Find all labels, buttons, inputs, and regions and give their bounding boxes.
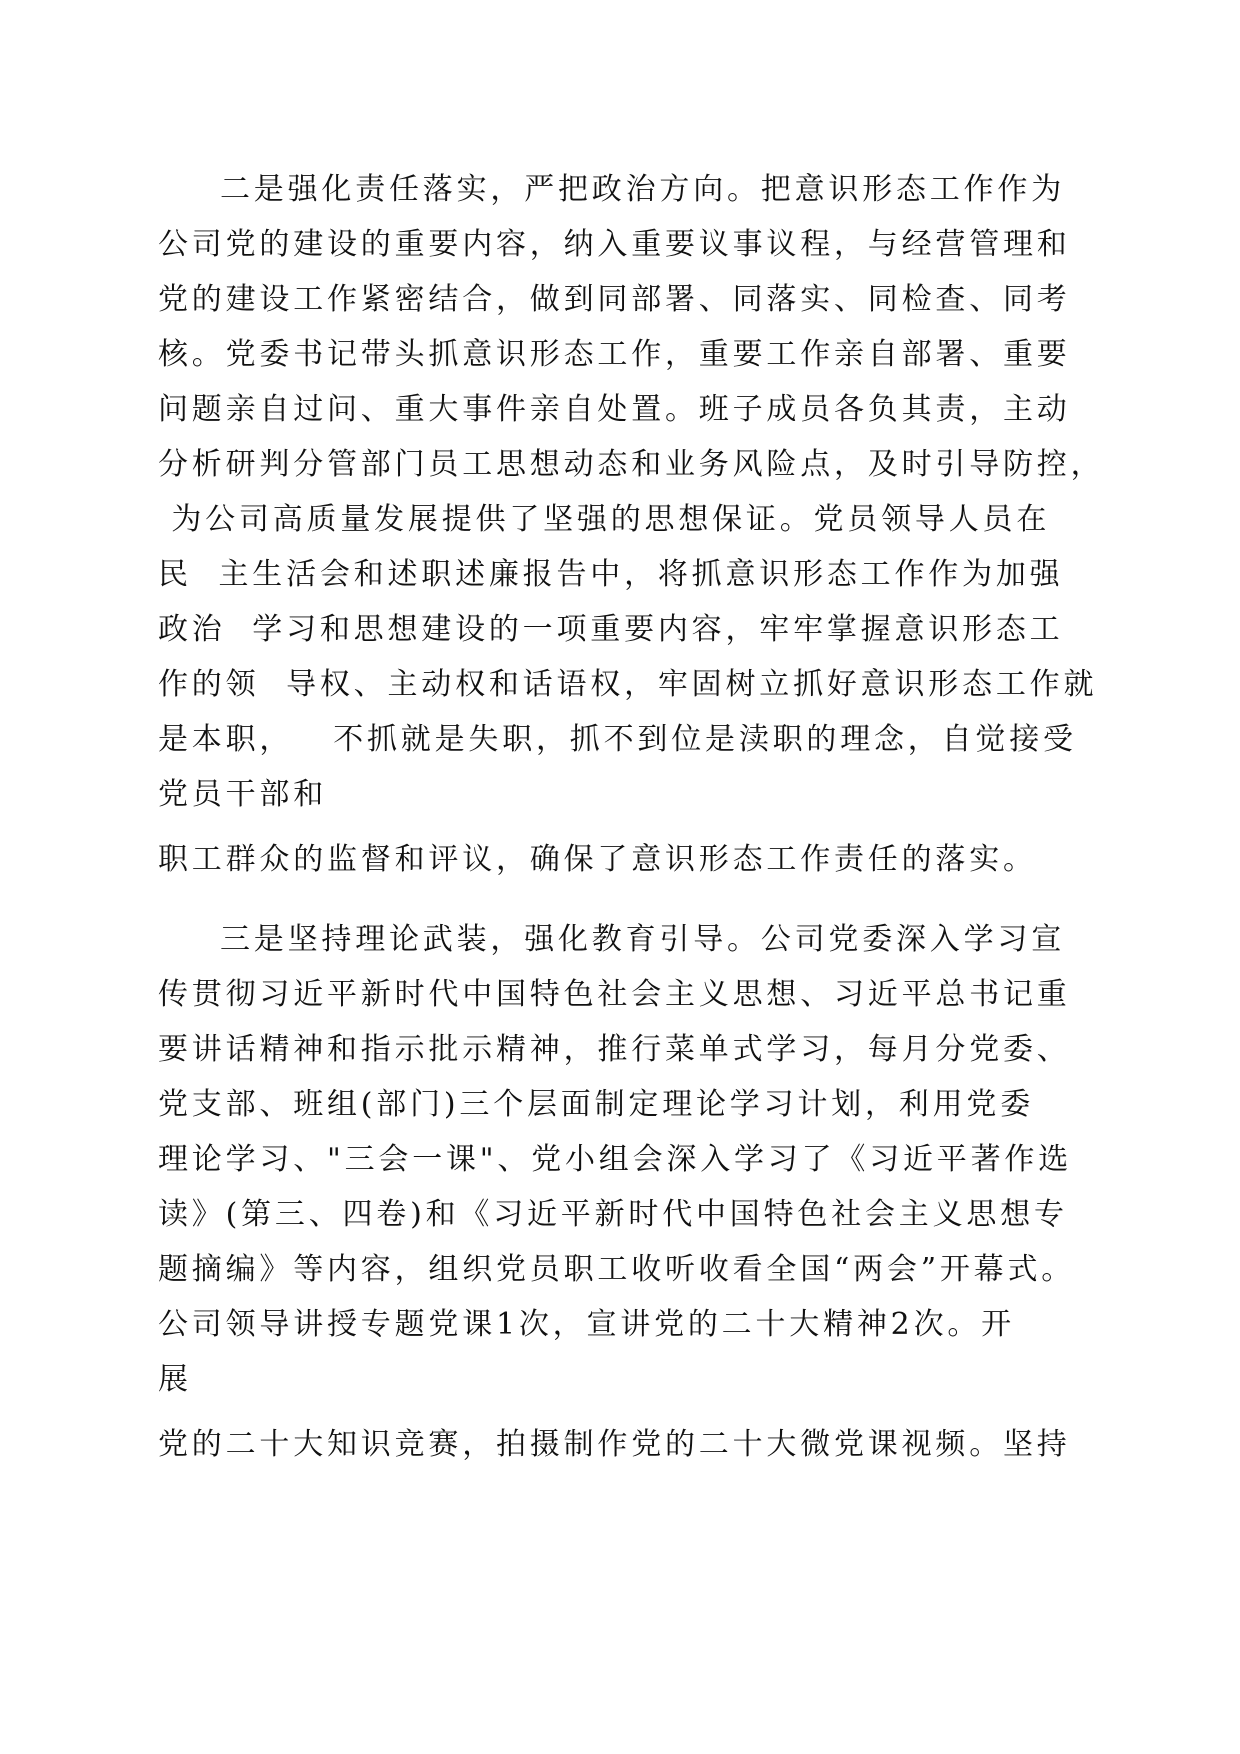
paragraph-2-line-9: 展: [158, 1362, 192, 1397]
paragraph-1-line-1: 二是强化责任落实，严把政治方向。把意识形态工作作为: [220, 172, 1065, 207]
paragraph-2-line-3: 要讲话精神和指示批示精神，推行菜单式学习，每月分党委、: [158, 1032, 1071, 1067]
paragraph-1-line-5: 问题亲自过问、重大事件亲自处置。班子成员各负其责，主动: [158, 392, 1071, 427]
paragraph-1-line-7: 为公司高质量发展提供了坚强的思想保证。党员领导人员在: [158, 502, 1051, 537]
paragraph-1-line-8: 民 主生活会和述职述廉报告中，将抓意识形态工作作为加强: [158, 557, 1064, 592]
paragraph-2-line-4: 党支部、班组(部门)三个层面制定理论学习计划，利用党委: [158, 1087, 1035, 1122]
paragraph-1-line-9: 政治 学习和思想建设的一项重要内容，牢牢掌握意识形态工: [158, 612, 1064, 647]
paragraph-1-line-13: 职工群众的监督和评议，确保了意识形态工作责任的落实。: [158, 842, 1037, 877]
paragraph-2-line-6: 读》(第三、四卷)和《习近平新时代中国特色社会主义思想专: [158, 1197, 1068, 1232]
paragraph-1-line-2: 公司党的建设的重要内容，纳入重要议事议程，与经营管理和: [158, 227, 1071, 262]
paragraph-1-line-4: 核。党委书记带头抓意识形态工作，重要工作亲自部署、重要: [158, 337, 1071, 372]
paragraph-1-line-6: 分析研判分管部门员工思想动态和业务风险点，及时引导防控，: [158, 447, 1105, 482]
paragraph-1-line-12: 党员干部和: [158, 777, 327, 812]
paragraph-2-line-7: 题摘编》等内容，组织党员职工收听收看全国“两会”开幕式。: [158, 1252, 1076, 1287]
paragraph-2-line-10: 党的二十大知识竞赛，拍摄制作党的二十大微党课视频。坚持: [158, 1427, 1071, 1462]
paragraph-1-line-11: 是本职， 不抓就是失职，抓不到位是渎职的理念，自觉接受: [158, 722, 1077, 757]
paragraph-2-line-2: 传贯彻习近平新时代中国特色社会主义思想、习近平总书记重: [158, 977, 1071, 1012]
paragraph-2-line-1: 三是坚持理论武装，强化教育引导。公司党委深入学习宣: [220, 922, 1065, 957]
paragraph-2-line-8: 公司领导讲授专题党课1次，宣讲党的二十大精神2次。开: [158, 1307, 1015, 1342]
paragraph-2-line-5: 理论学习、"三会一课"、党小组会深入学习了《习近平著作选: [158, 1142, 1072, 1177]
paragraph-1-line-3: 党的建设工作紧密结合，做到同部署、同落实、同检查、同考: [158, 282, 1071, 317]
paragraph-1-line-10: 作的领 导权、主动权和话语权，牢固树立抓好意识形态工作就: [158, 667, 1098, 702]
